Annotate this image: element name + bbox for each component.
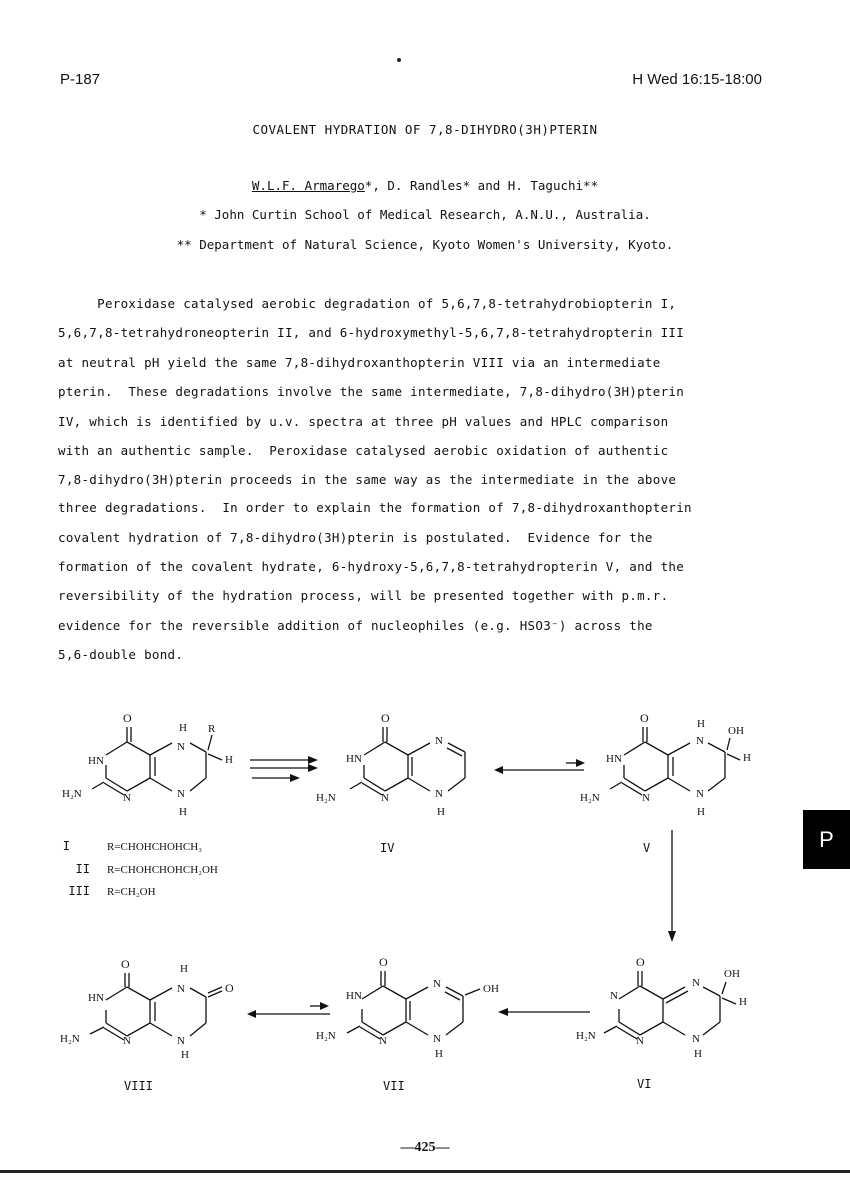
compound-label: VIII (124, 1079, 153, 1093)
abstract-line: at neutral pH yield the same 7,8-dihydroxanthopterin VIII via an intermediate (58, 355, 661, 370)
atom-O: O (123, 711, 132, 725)
atom-O: O (121, 957, 130, 971)
atom-O: O (379, 955, 388, 969)
reaction-scheme (0, 690, 850, 1110)
atom-N: N (610, 990, 618, 1002)
atom-O: O (381, 711, 390, 725)
atom-N: N (379, 1035, 387, 1047)
atom-H: H (697, 806, 705, 818)
compound-label: V (643, 841, 651, 855)
abstract-line: covalent hydration of 7,8-dihydro(3H)pterin is postulated. Evidence for the (58, 530, 653, 545)
r-group-numeral: I (62, 839, 70, 853)
section-tab: P (803, 810, 850, 869)
equilibrium-arrows (247, 1002, 330, 1018)
r-group-numeral: III (68, 884, 90, 898)
atom-H: H (743, 752, 751, 764)
r-group-numeral: II (75, 862, 90, 876)
abstract-code: P-187 (60, 71, 101, 88)
compound-I-structure (92, 727, 222, 795)
atom-H2N: H₂N (576, 1030, 596, 1042)
affiliation-2: ** Department of Natural Science, Kyoto Women's University, Kyoto. (176, 237, 674, 252)
atom-N: N (435, 735, 443, 747)
atom-H2N: H₂N (62, 788, 82, 800)
abstract-line: 5,6-double bond. (58, 647, 184, 662)
atom-N: N (177, 1035, 185, 1047)
page-number: —425— (400, 1140, 450, 1155)
reaction-arrow (498, 1008, 590, 1016)
atom-N: N (433, 1033, 441, 1045)
atom-R: R (208, 723, 216, 735)
atom-N: N (123, 1035, 131, 1047)
atom-N: N (177, 983, 185, 995)
atom-O: O (640, 711, 649, 725)
abstract-line: reversibility of the hydration process, will be presented together with p.m.r. (58, 588, 669, 603)
atom-H: H (697, 718, 705, 730)
other-authors: *, D. Randles* and H. Taguchi** (364, 178, 599, 193)
abstract-line: formation of the covalent hydrate, 6-hydroxy-5,6,7,8-tetrahydropterin V, and the (58, 559, 685, 574)
atom-H2N: H₂N (316, 1030, 336, 1042)
r-group-formula: R=CHOHCHOHCH₂OH (107, 864, 218, 876)
reaction-arrow (668, 830, 676, 942)
atom-N: N (692, 1033, 700, 1045)
atom-H2N: H₂N (316, 792, 336, 804)
r-group-formula: R=CH₂OH (107, 886, 156, 898)
atom-H2N: H₂N (580, 792, 600, 804)
compound-V-structure (610, 727, 740, 795)
atom-N: N (692, 977, 700, 989)
reaction-arrows (250, 756, 318, 782)
atom-H: H (179, 722, 187, 734)
atom-HN: HN (346, 753, 362, 765)
atom-N: N (177, 788, 185, 800)
atom-H: H (225, 754, 233, 766)
abstract-line: evidence for the reversible addition of nucleophiles (e.g. HSO3⁻) across the (58, 618, 653, 633)
atom-N: N (642, 792, 650, 804)
session-info: H Wed 16:15-18:00 (632, 71, 762, 88)
atom-OH: OH (483, 983, 499, 995)
abstract-line: three degradations. In order to explain the formation of 7,8-dihydroxanthopterin (58, 500, 692, 515)
atom-O: O (225, 981, 234, 995)
atom-N: N (696, 735, 704, 747)
abstract-line: IV, which is identified by u.v. spectra at three pH values and HPLC comparison (58, 414, 669, 429)
atom-N: N (123, 792, 131, 804)
author-line (0, 178, 850, 193)
compound-label: VII (383, 1079, 405, 1093)
affiliation-1: * John Curtin School of Medical Research, A.N.U., Australia. (199, 207, 651, 222)
atom-H2N: H₂N (60, 1033, 80, 1045)
atom-OH: OH (728, 725, 744, 737)
presenting-author: W.L.F. Armarego (251, 178, 365, 193)
compound-IV-structure (350, 727, 465, 795)
atom-HN: HN (346, 990, 362, 1002)
bottom-rule (0, 1170, 850, 1173)
atom-N: N (381, 792, 389, 804)
compound-label: VI (637, 1077, 652, 1091)
speck (397, 58, 401, 62)
compound-VIII-structure (90, 973, 222, 1040)
r-group-formula: R=CHOHCHOHCH₃ (107, 841, 202, 853)
atom-H: H (739, 996, 747, 1008)
atom-HN: HN (88, 992, 104, 1004)
atom-HN: HN (606, 753, 622, 765)
atom-H: H (694, 1048, 702, 1060)
abstract-line: 5,6,7,8-tetrahydroneopterin II, and 6-hydroxymethyl-5,6,7,8-tetrahydropterin III (58, 325, 685, 340)
atom-N: N (696, 788, 704, 800)
atom-H: H (435, 1048, 443, 1060)
atom-H: H (437, 806, 445, 818)
abstract-line: Peroxidase catalysed aerobic degradation of 5,6,7,8-tetrahydrobiopterin I, (58, 296, 677, 311)
abstract-line: 7,8-dihydro(3H)pterin proceeds in the same way as the intermediate in the above (58, 472, 677, 487)
equilibrium-arrows (494, 759, 585, 774)
atom-O: O (636, 955, 645, 969)
atom-HN: HN (88, 755, 104, 767)
compound-VI-structure (604, 971, 736, 1039)
atom-H: H (180, 963, 188, 975)
atom-N: N (433, 978, 441, 990)
atom-N: N (636, 1035, 644, 1047)
atom-N: N (177, 741, 185, 753)
atom-H: H (179, 806, 187, 818)
abstract-line: pterin. These degradations involve the same intermediate, 7,8-dihydro(3H)pterin (58, 384, 685, 399)
compound-VII-structure (347, 971, 480, 1039)
compound-label: IV (380, 841, 395, 855)
atom-OH: OH (724, 968, 740, 980)
paper-title: COVALENT HYDRATION OF 7,8-DIHYDRO(3H)PTERIN (252, 122, 598, 137)
atom-H: H (181, 1049, 189, 1061)
abstract-line: with an authentic sample. Peroxidase catalysed aerobic oxidation of authentic (58, 443, 669, 458)
atom-N: N (435, 788, 443, 800)
